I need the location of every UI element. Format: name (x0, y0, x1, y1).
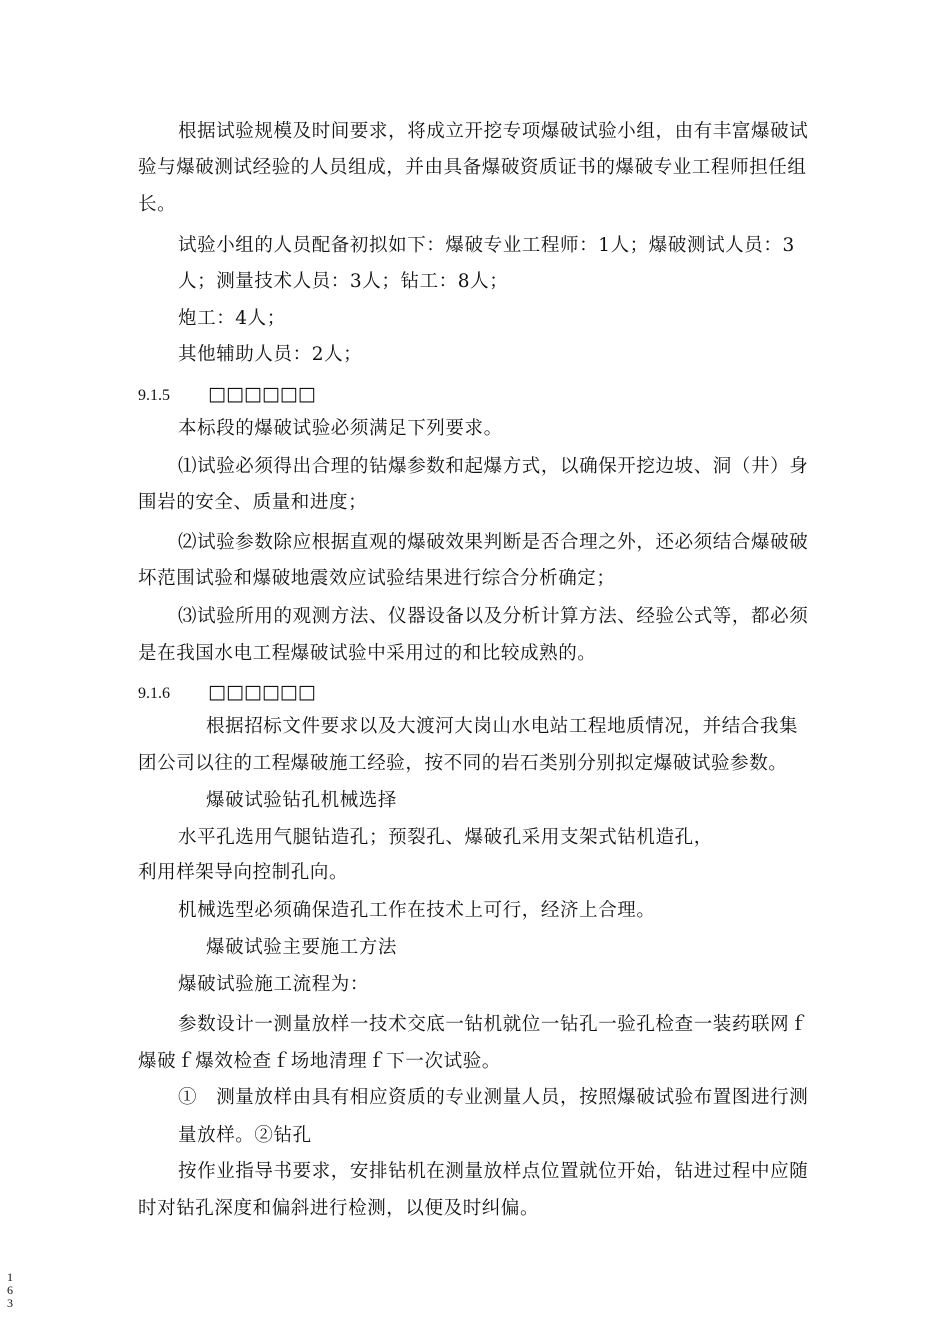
paragraph-line: ⑵试验参数除应根据直观的爆破效果判断是否合理之外，还必须结合爆破破 (178, 532, 809, 553)
section-number: 9.1.5 (138, 387, 170, 404)
paragraph-line: 按作业指导书要求，安排钻机在测量放样点位置就位开始，钻进过程中应随 (178, 1161, 809, 1182)
paragraph-line: 人；测量技术人员：3人；钻工：8人； (178, 271, 509, 292)
subheading: 爆破试验钻孔机械选择 (206, 790, 398, 811)
paragraph-line: 爆破ｆ爆效检查ｆ场地清理ｆ下一次试验。 (138, 1051, 501, 1072)
section-title: □□□□□□ (208, 383, 316, 405)
section-title: □□□□□□ (208, 681, 316, 703)
page-number-digit: 1 (7, 1270, 13, 1284)
paragraph-line: 参数设计一测量放样一技术交底一钻机就位一钻孔一验孔检查一装药联网ｆ (178, 1014, 809, 1035)
paragraph-line: 试验小组的人员配备初拟如下：爆破专业工程师：1人；爆破测试人员：3 (178, 235, 795, 256)
paragraph-line: 是在我国水电工程爆破试验中采用过的和比较成熟的。 (138, 643, 597, 664)
page-number-digit: 6 (7, 1283, 13, 1297)
paragraph-line: 长。 (138, 194, 177, 215)
paragraph-line: 时对钻孔深度和偏斜进行检测，以便及时纠偏。 (138, 1198, 540, 1219)
page-number-digit: 3 (7, 1296, 13, 1310)
paragraph-line: ① 测量放样由具有相应资质的专业测量人员，按照爆破试验布置图进行测 (178, 1087, 809, 1108)
paragraph-line: 水平孔选用气腿钻造孔；预裂孔、爆破孔采用支架式钻机造孔， (178, 827, 713, 848)
paragraph-line: 本标段的爆破试验必须满足下列要求。 (178, 418, 503, 439)
paragraph-line: 机械选型必须确保造孔工作在技术上可行，经济上合理。 (178, 900, 656, 921)
paragraph-line: 围岩的安全、质量和进度； (138, 492, 368, 513)
section-heading-9-1-6 (138, 680, 316, 706)
paragraph-line: 根据试验规模及时间要求，将成立开挖专项爆破试验小组，由有丰富爆破试 (178, 121, 809, 142)
paragraph-line: 爆破试验施工流程为： (178, 974, 370, 995)
paragraph-line: 团公司以往的工程爆破施工经验，按不同的岩石类别分别拟定爆破试验参数。 (138, 753, 788, 774)
paragraph-line: 坏范围试验和爆破地震效应试验结果进行综合分析确定； (138, 568, 616, 589)
page-number (7, 1271, 17, 1310)
paragraph-line: 验与爆破测试经验的人员组成，并由具备爆破资质证书的爆破专业工程师担任组 (138, 157, 807, 178)
section-heading-9-1-5 (138, 382, 316, 408)
paragraph-line: ⑴试验必须得出合理的钻爆参数和起爆方式，以确保开挖边坡、洞（井）身 (178, 456, 809, 477)
paragraph-line: 炮工：4人； (178, 308, 286, 329)
paragraph-line: 量放样。②钻孔 (178, 1125, 312, 1146)
paragraph-line: 根据招标文件要求以及大渡河大岗山水电站工程地质情况，并结合我集 (206, 716, 799, 737)
paragraph-line: 其他辅助人员：2人； (178, 344, 363, 365)
subheading: 爆破试验主要施工方法 (206, 937, 398, 958)
paragraph-line: ⑶试验所用的观测方法、仪器设备以及分析计算方法、经验公式等，都必须 (178, 606, 809, 627)
paragraph-line: 利用样架导向控制孔向。 (138, 862, 349, 883)
section-number: 9.1.6 (138, 685, 170, 702)
